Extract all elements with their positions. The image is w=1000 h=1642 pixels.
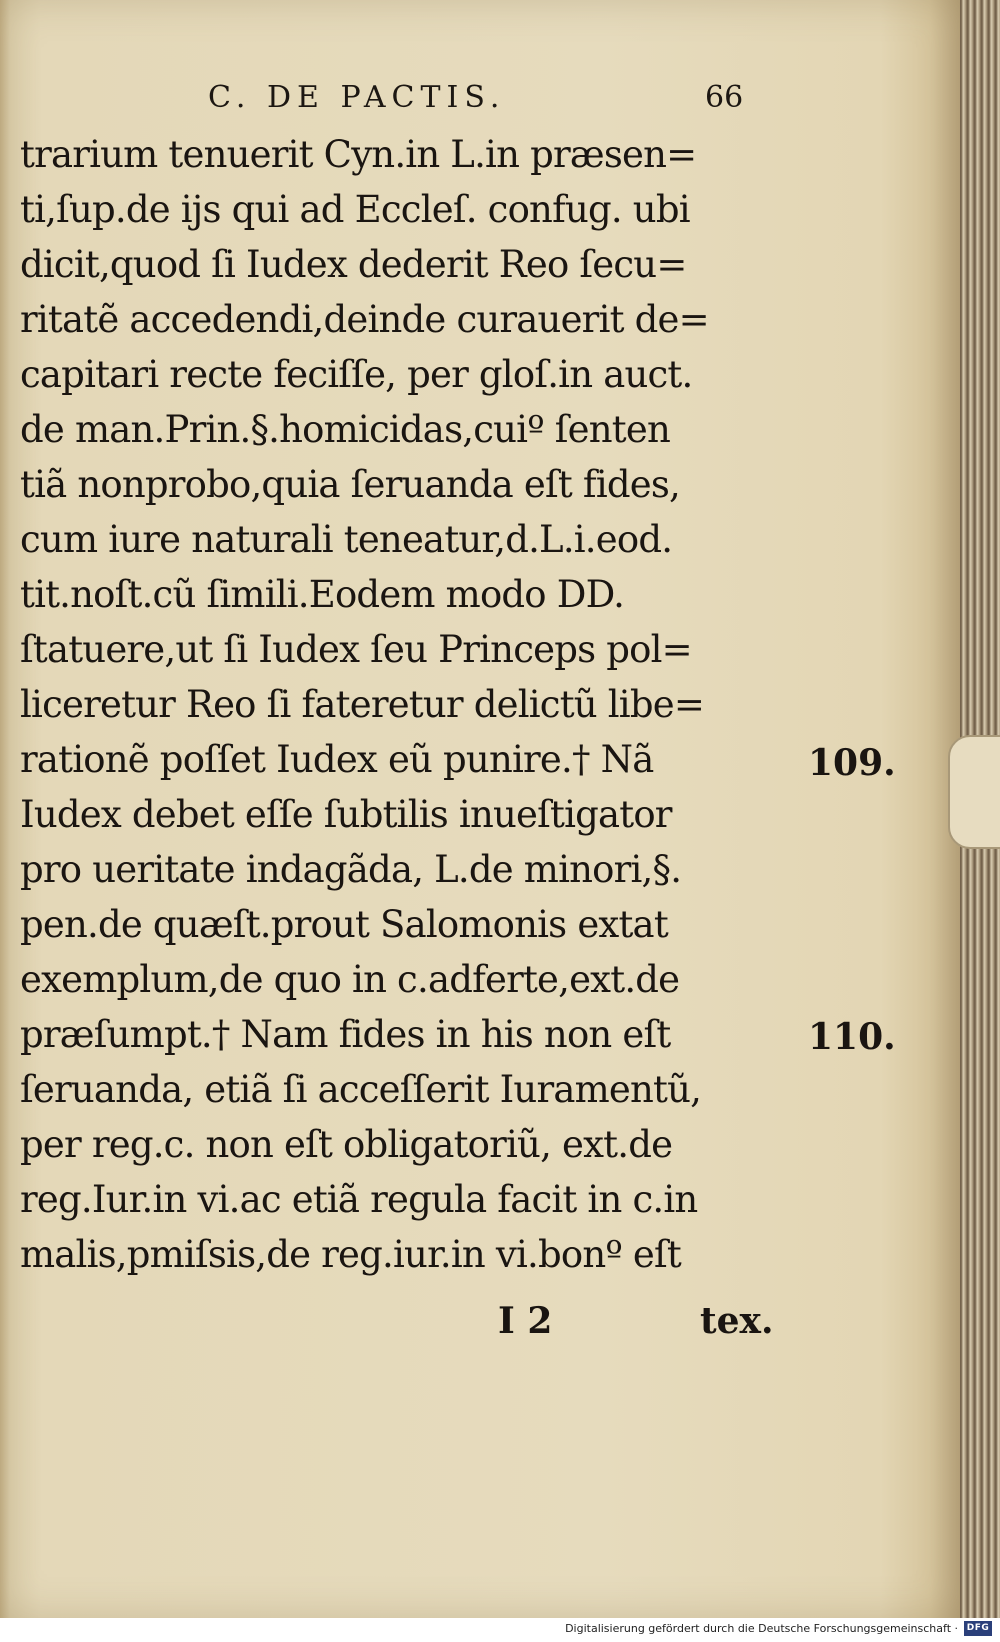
- text-line: rationẽ poſſet Iudex eũ punire.† Nã: [20, 738, 654, 781]
- text-line: Iudex debet eſſe ſubtilis inueſtigator: [20, 793, 672, 836]
- text-line: per reg.c. non eſt obligatoriũ, ext.de: [20, 1123, 673, 1166]
- signature-mark: I 2: [498, 1300, 553, 1342]
- text-line: tit.noſt.cũ ſimili.Eodem modo DD.: [20, 573, 625, 616]
- text-line: de man.Prin.§.homicidas,cuiº ſenten: [20, 408, 670, 451]
- text-line: præſumpt.† Nam fides in his non eſt: [20, 1013, 671, 1056]
- credit-text: Digitalisierung gefördert durch die Deutsche Forschungsgemeinschaft ·: [565, 1622, 958, 1635]
- page-tab: [948, 735, 1000, 849]
- credit-bar: [0, 1618, 1000, 1642]
- text-line: ſeruanda, etiã ſi acceſſerit Iuramentũ,: [20, 1068, 702, 1111]
- text-line: pro ueritate indagãda, L.de minori,§.: [20, 848, 682, 891]
- text-line: ritatẽ accedendi,deinde curauerit de=: [20, 298, 709, 341]
- text-line: tiã nonprobo,quia ſeruanda eſt fides,: [20, 463, 680, 506]
- text-line: pen.de quæſt.prout Salomonis extat: [20, 903, 668, 946]
- text-line: dicit,quod ſi Iudex dederit Reo ſecu=: [20, 243, 687, 286]
- dfg-logo-icon: DFG: [964, 1621, 992, 1636]
- text-line: reg.Iur.in vi.ac etiã regula facit in c.in: [20, 1178, 698, 1221]
- running-head: C. DE PACTIS.: [208, 80, 506, 115]
- text-line: liceretur Reo ſi fateretur delictũ libe=: [20, 683, 705, 726]
- text-line: capitari recte feciſſe, per gloſ.in auct.: [20, 353, 693, 396]
- text-line: malis,pmiſsis,de reg.iur.in vi.bonº eſt: [20, 1233, 681, 1276]
- page-number: 66: [705, 80, 744, 115]
- text-line: exemplum,de quo in c.adferte,ext.de: [20, 958, 680, 1001]
- catchword: tex.: [700, 1300, 774, 1342]
- margin-note: 110.: [808, 1016, 896, 1058]
- margin-note: 109.: [808, 742, 896, 784]
- text-line: cum iure naturali teneatur,d.L.i.eod.: [20, 518, 673, 561]
- text-line: trarium tenuerit Cyn.in L.in præsen=: [20, 133, 697, 176]
- text-line: ſtatuere,ut ſi Iudex ſeu Princeps pol=: [20, 628, 692, 671]
- text-line: ti,ſup.de ijs qui ad Eccleſ. confug. ubi: [20, 188, 690, 231]
